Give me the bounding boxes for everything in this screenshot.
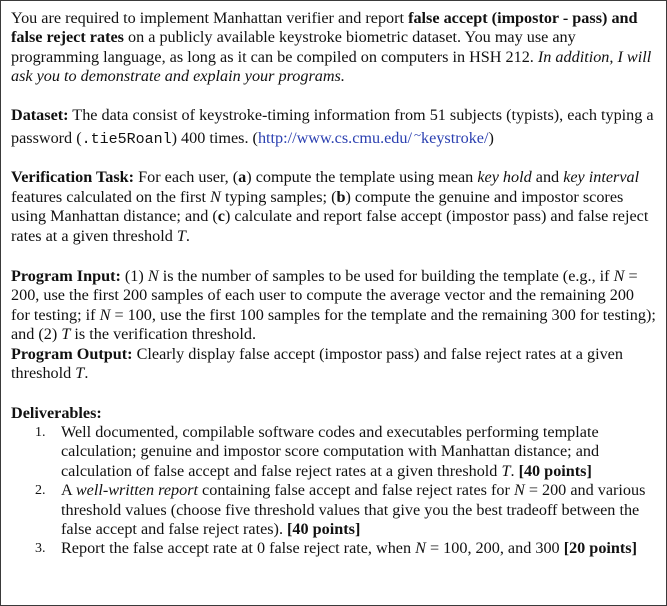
program-output-paragraph [11, 345, 656, 384]
deliverable-item-1 [11, 423, 656, 481]
deliverables-list [11, 423, 656, 559]
program-input-label: Program Input: [11, 267, 121, 286]
input-threshold: T [61, 325, 71, 344]
deliverable-3-text-2: = 100, 200, and 300 [425, 539, 564, 558]
task-text-3: and [531, 168, 564, 187]
deliverable-2-text-2: containing false accept and false reject rates for [198, 481, 514, 500]
dataset-url-tilde: ~ [414, 127, 422, 143]
task-text-7: ) calculate and report false accept (impostor pass) and false reject rates at a given threshold [11, 207, 649, 245]
deliverable-2-points: [40 points] [287, 519, 361, 538]
intro-paragraph [11, 9, 656, 87]
task-text-2: ) compute the template using mean [246, 168, 478, 187]
program-output-label: Program Output: [11, 344, 133, 363]
task-label: Verification Task: [11, 168, 135, 187]
deliverable-1-text: Well documented, compilable software codes and executables performing template calculation; genuine and impostor score computation with Manhattan distance; and calculation of false accept and false reject rates at a given threshold [61, 422, 600, 480]
task-step-c: c [217, 207, 225, 226]
task-paragraph [11, 168, 656, 246]
output-text-2: . [84, 364, 89, 383]
deliverable-item-3 [11, 539, 656, 558]
input-text-3: = 200, use the first 200 samples of each user to compute the average vector and the remaining 200 for testing; if [11, 267, 638, 324]
output-threshold: T [75, 364, 85, 383]
task-step-a: a [238, 168, 247, 187]
deliverable-3-n: N [415, 539, 426, 558]
task-text-8: . [185, 226, 190, 245]
intro-bold-rates: false accept (impostor - pass) and false reject rates [11, 9, 638, 47]
task-threshold: T [176, 226, 186, 245]
deliverable-item-2 [11, 481, 656, 539]
dataset-url: http://www.cs.cmu.edu/ [257, 129, 412, 148]
input-n-2: N [613, 267, 625, 286]
task-n: N [210, 187, 221, 206]
deliverable-3-text-1: Report the false accept rate at 0 false reject rate, when [61, 539, 416, 558]
deliverables-heading [11, 404, 656, 423]
intro-italic-demo: In addition, I will ask you to demonstrate and explain your programs. [11, 47, 652, 86]
intro-text-1: You are required to implement Manhattan verifier and report [11, 9, 409, 27]
output-text-1: Clearly display false accept (impostor pass) and false reject rates at a given threshold [11, 344, 623, 383]
dataset-paragraph [11, 106, 656, 150]
deliverable-2-text-1: A [61, 481, 76, 500]
input-text-1: (1) [120, 267, 148, 286]
task-text-6: ) compute the genuine and impostor scores using Manhattan distance; and ( [11, 187, 624, 226]
deliverable-number-3: 3. [35, 541, 46, 557]
dataset-text-1: The data consist of keystroke-timing information from 51 subjects (typists), each typing a password ( [11, 105, 654, 148]
deliverable-1-points: [40 points] [518, 461, 592, 480]
input-n-1: N [147, 267, 159, 286]
task-text-1: For each user, ( [134, 168, 239, 187]
deliverable-2-n: N [513, 481, 525, 500]
dataset-text-3: ) [488, 129, 494, 148]
deliverable-number-2: 2. [35, 483, 46, 499]
deliverable-2-text-3: = 200 and various threshold values (choose five threshold values that give you the best tradeoff between the false accept and false reject rates). [61, 481, 646, 538]
task-key-interval: key interval [563, 168, 640, 187]
program-input-paragraph [11, 267, 656, 345]
deliverable-1-threshold: T [501, 461, 511, 480]
input-text-2: is the number of samples to be used for building the template (e.g., if [158, 267, 614, 286]
dataset-text-2: ) 400 times. ( [171, 129, 258, 148]
input-n-3: N [99, 305, 111, 324]
deliverable-2-italic: well-written report [75, 481, 198, 500]
deliverables-heading-text: Deliverables: [11, 403, 102, 422]
deliverable-3-points: [20 points] [563, 539, 637, 558]
dataset-label: Dataset: [11, 105, 69, 124]
task-step-b: b [336, 187, 346, 206]
input-text-4: = 100, use the first 100 samples for the template and the remaining 300 for testing); and (2) [11, 305, 656, 344]
task-text-5: typing samples; ( [220, 187, 337, 206]
dataset-url-link[interactable] [258, 129, 489, 147]
dataset-password: .tie5Roanl [81, 131, 172, 149]
dataset-url-tail: keystroke/ [421, 129, 489, 148]
task-text-4: features calculated on the first [11, 187, 211, 206]
input-text-5: is the verification threshold. [70, 325, 257, 344]
task-key-hold: key hold [477, 168, 532, 187]
deliverable-1-text-2: . [510, 461, 519, 480]
deliverable-number-1: 1. [35, 424, 46, 440]
intro-text-2: on a publicly available keystroke biometric dataset. You may use any programming language, as long as it can be compiled on computers in HSH 212. [11, 28, 576, 66]
